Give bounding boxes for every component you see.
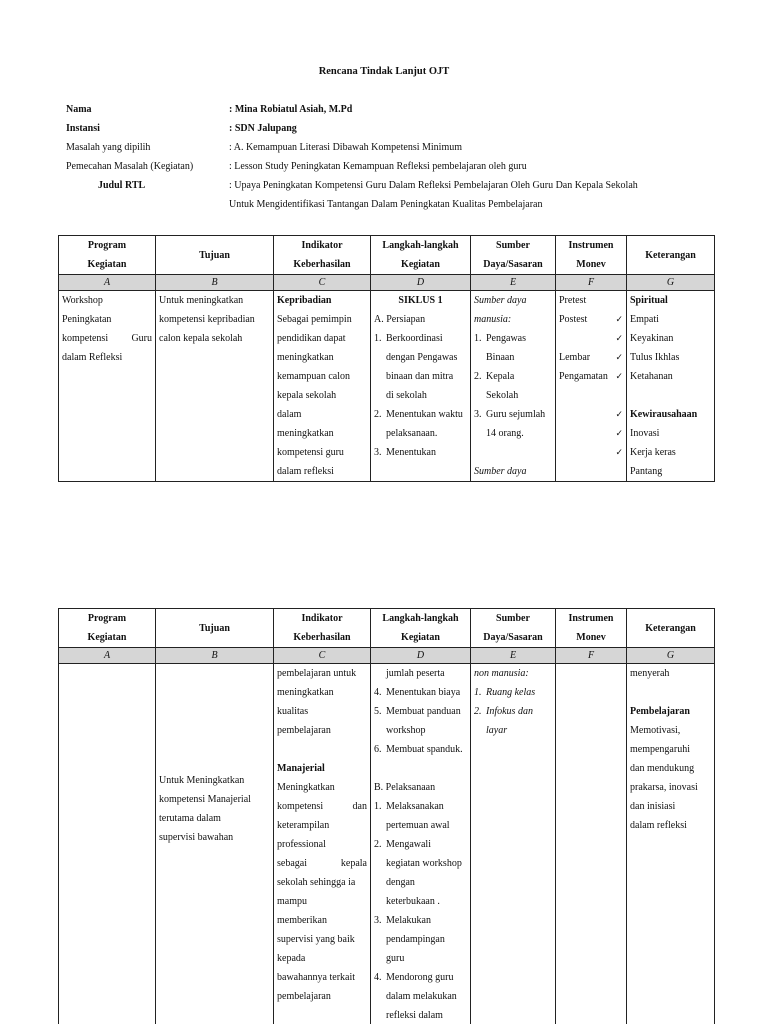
header-keterangan: Keterangan	[627, 609, 715, 648]
letter-a: A	[59, 648, 156, 664]
list-item: layar	[486, 725, 508, 736]
list-item: refleksi dalam	[386, 1010, 443, 1021]
check-icon: ✓	[615, 333, 623, 343]
header-program: Program Kegiatan	[59, 609, 156, 648]
list-item: 3. Melakukan	[374, 915, 431, 926]
list-item: 2. Mengawali	[374, 839, 431, 850]
pemecahan-label: Pemecahan Masalah (Kegiatan)	[66, 161, 194, 172]
check-icon: ✓	[615, 314, 623, 324]
header-sumber: Sumber Daya/Sasaran	[471, 609, 556, 648]
header-row	[59, 609, 715, 648]
list-item: dalam melakukan	[386, 991, 457, 1002]
list-item: 2. Menentukan waktu	[374, 409, 463, 420]
letter-g: G	[627, 648, 715, 664]
list-item: 1. Berkoordinasi	[374, 333, 443, 344]
letter-d: D	[371, 275, 471, 291]
list-heading: Sumber daya	[474, 466, 527, 477]
list-item: binaan dan mitra	[386, 371, 454, 382]
list-item: 1. Melaksanakan	[374, 801, 444, 812]
cell-instrumen: Pretest Postest ✓ ✓ Lembar ✓ Pengamatan ✓ ✓ ✓ ✓	[556, 291, 627, 482]
instansi-label: Instansi	[66, 123, 100, 134]
judul-value-2: Untuk Mengidentifikasi Tantangan Dalam Peningkatan Kualitas Pembelajaran	[229, 199, 543, 210]
cell-tujuan: Untuk meningkatkan kompetensi kepribadian calon kepala sekolah	[156, 291, 274, 482]
header-langkah: Langkah-langkah Kegiatan	[371, 609, 471, 648]
letter-f: F	[556, 648, 627, 664]
list-item: 1. Pengawas	[474, 333, 526, 344]
header-instrumen: Instrumen Monev	[556, 609, 627, 648]
list-item: dengan	[386, 877, 415, 888]
table-row	[59, 291, 715, 482]
header-row	[59, 236, 715, 275]
letter-f: F	[556, 275, 627, 291]
check-icon: ✓	[615, 409, 623, 419]
list-item: 1. Ruang kelas	[474, 687, 536, 698]
header-sumber: Sumber Daya/Sasaran	[471, 236, 556, 275]
list-item: 3. Guru sejumlah	[474, 409, 546, 420]
list-item: 2. Infokus dan	[474, 706, 533, 717]
list-item: pertemuan awal	[386, 820, 450, 831]
letter-a: A	[59, 275, 156, 291]
cell-program	[59, 664, 156, 1024]
letter-row	[59, 648, 715, 664]
nama-label: Nama	[66, 104, 92, 115]
nama-value: : Mina Robiatul Asiah, M.Pd	[229, 104, 353, 115]
list-item: 4. Mendorong guru	[374, 972, 454, 983]
letter-d: D	[371, 648, 471, 664]
letter-g: G	[627, 275, 715, 291]
list-item: 4. Menentukan biaya	[374, 687, 461, 698]
list-item: di sekolah	[386, 390, 427, 401]
check-icon: ✓	[615, 428, 623, 438]
header-langkah: Langkah-langkah Kegiatan	[371, 236, 471, 275]
masalah-value: : A. Kemampuan Literasi Dibawah Kompetensi Minimum	[229, 142, 463, 153]
list-item: guru	[386, 953, 405, 964]
check-icon: ✓	[615, 447, 623, 457]
header-indikator: Indikator Keberhasilan	[274, 609, 371, 648]
letter-c: C	[274, 275, 371, 291]
letter-row	[59, 275, 715, 291]
header-keterangan: Keterangan	[627, 236, 715, 275]
list-heading: B. Pelaksanaan	[374, 782, 436, 793]
list-item: jumlah peserta	[386, 668, 445, 679]
table-row	[59, 664, 715, 1024]
instansi-value: : SDN Jalupang	[229, 123, 297, 134]
masalah-label: Masalah yang dipilih	[66, 142, 151, 153]
cell-tujuan: Untuk Meningkatkan kompetensi Manajerial terutama dalam supervisi bawahan	[156, 664, 274, 1024]
cell-sumber: Sumber daya manusia: 1. Pengawas Binaan 2. Kepala Sekolah 3. Guru sejumlah 14 orang. Sumber daya	[471, 291, 556, 482]
cell-langkah	[371, 664, 471, 1024]
cell-program: Workshop Peningkatan kompetensi Guru dalam Refleksi	[59, 291, 156, 482]
letter-e: E	[471, 275, 556, 291]
cell-sumber: non manusia: 1. Ruang kelas 2. Infokus dan layar	[471, 664, 556, 1024]
list-item: 3. Menentukan	[374, 447, 436, 458]
check-icon: ✓	[615, 371, 623, 381]
letter-c: C	[274, 648, 371, 664]
judul-value-1: : Upaya Peningkatan Kompetensi Guru Dalam Refleksi Pembelajaran Oleh Guru Dan Kepala Sekolah	[229, 180, 638, 191]
list-item: dengan Pengawas	[386, 352, 458, 363]
pemecahan-value: : Lesson Study Peningkatan Kemampuan Refleksi pembelajaran oleh guru	[229, 161, 527, 172]
list-item: keterbukaan .	[386, 896, 440, 907]
list-item: pendampingan	[386, 934, 445, 945]
rtl-table-page-1	[58, 235, 715, 482]
letter-b: B	[156, 648, 274, 664]
list-item: kegiatan workshop	[386, 858, 462, 869]
list-item: 6. Membuat spanduk.	[374, 744, 463, 755]
cell-keterangan: menyerah Pembelajaran Memotivasi, mempengaruhi dan mendukung prakarsa, inovasi dan inisiasi dalam refleksi	[627, 664, 715, 1024]
document-title: Rencana Tindak Lanjut OJT	[318, 66, 450, 77]
list-item: 14 orang.	[486, 428, 524, 439]
cell-indikator: Kepribadian Sebagai pemimpin pendidikan dapat meningkatkan kemampuan calon kepala sekolah dalam meningkatkan kompetensi guru dalam refleksi	[274, 291, 371, 482]
header-tujuan: Tujuan	[156, 609, 274, 648]
cell-keterangan: Spiritual Empati Keyakinan Tulus Ikhlas Ketahanan Kewirausahaan Inovasi Kerja keras Pantang	[627, 291, 715, 482]
list-item: workshop	[386, 725, 426, 736]
cell-langkah: SIKLUS 1 A. Persiapan 1. Berkoordinasi dengan Pengawas binaan dan mitra di sekolah 2. Menentukan waktu pelaksanaan. 3. Menentukan	[371, 291, 471, 482]
list-item: 5. Membuat panduan	[374, 706, 461, 717]
check-icon: ✓	[615, 352, 623, 362]
rtl-table-page-2	[58, 608, 715, 1024]
header-indikator: Indikator Keberhasilan	[274, 236, 371, 275]
letter-b: B	[156, 275, 274, 291]
cell-instrumen	[556, 664, 627, 1024]
header-instrumen: Instrumen Monev	[556, 236, 627, 275]
list-item: Sekolah	[486, 390, 519, 401]
list-item: pelaksanaan.	[386, 428, 438, 439]
cell-indikator: pembelajaran untuk meningkatkan kualitas pembelajaran Manajerial Meningkatkan kompetensi dan keterampilan professional sebagai kepala sekolah sehingga ia mampu memberikan supervisi yang baik kepada bawahannya terkait pembelajaran	[274, 664, 371, 1024]
header-program: Program Kegiatan	[59, 236, 156, 275]
list-item: Binaan	[486, 352, 515, 363]
letter-e: E	[471, 648, 556, 664]
judul-label: Judul RTL	[98, 180, 146, 191]
header-tujuan: Tujuan	[156, 236, 274, 275]
list-item: 2. Kepala	[474, 371, 515, 382]
